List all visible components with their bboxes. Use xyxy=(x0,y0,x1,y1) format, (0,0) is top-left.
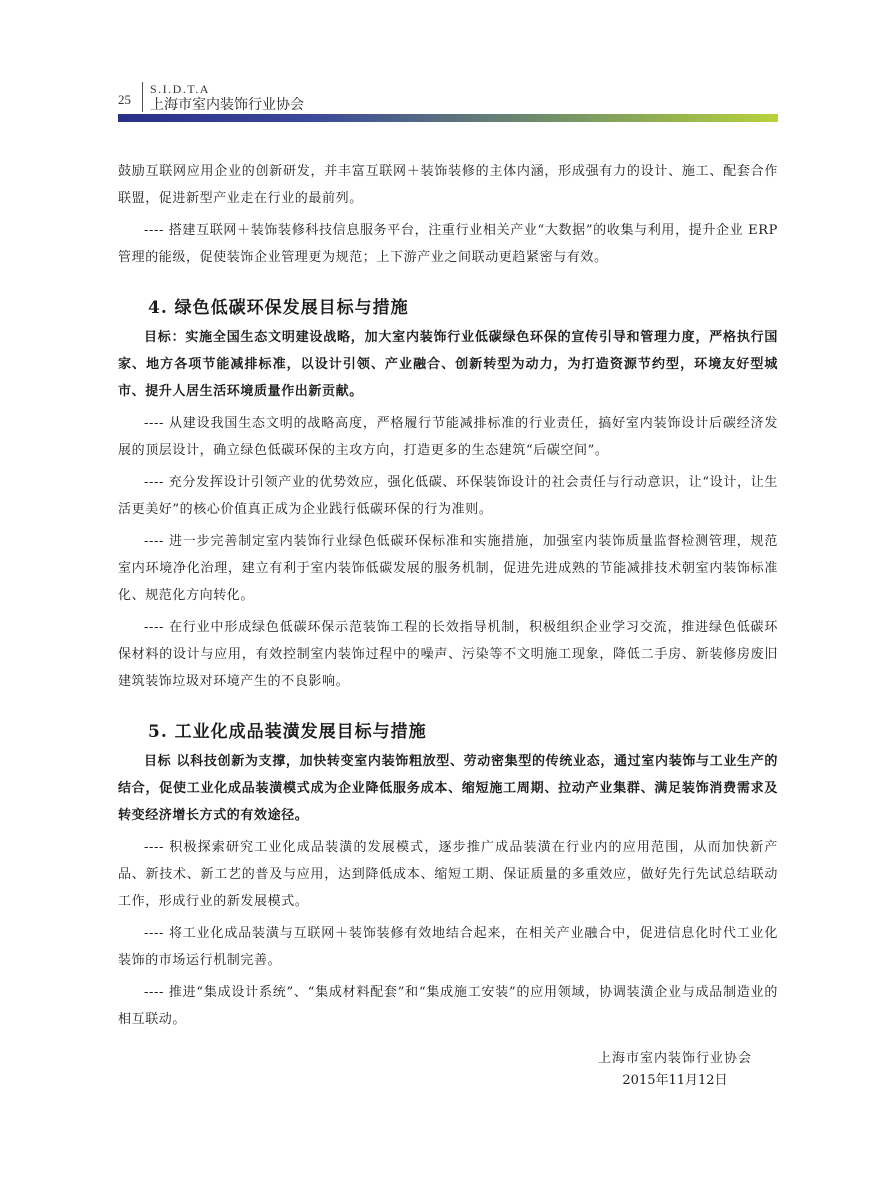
section-4-item: ---- 进一步完善制定室内装饰行业绿色低碳环保标准和实施措施，加强室内装饰质量监督检测管理，规范室内环境净化治理，建立有利于室内装饰低碳发展的服务机制，促进先进成熟的节能减排技术朝室内装饰标准化、规范化方向转化。 xyxy=(118,534,778,603)
section-4-item: ---- 从建设我国生态文明的战略高度，严格履行节能减排标准的行业责任，搞好室内装饰设计后碳经济发展的顶层设计，确立绿色低碳环保的主攻方向，打造更多的生态建筑“后碳空间”。 xyxy=(118,416,778,458)
brand-en: S.I.D.T.A xyxy=(150,82,210,96)
page-number: 25 xyxy=(118,92,131,107)
header-divider xyxy=(142,82,143,112)
section-5-title: 5. 工业化成品装潢发展目标与措施 xyxy=(148,722,427,742)
brand-block xyxy=(150,82,304,114)
section-5-item: ---- 积极探索研究工业化成品装潢的发展模式，逐步推广成品装潢在行业内的应用范围，从而加快新产品、新技术、新工艺的普及与应用，达到降低成本、缩短工期、保证质量的多重效应，做好先行先试总结联动工作，形成行业的新发展模式。 xyxy=(118,840,778,909)
header-gradient-bar xyxy=(118,114,778,122)
section-5-item: ---- 推进“集成设计系统”、“集成材料配套”和“集成施工安装”的应用领域，协调装潢企业与成品制造业的相互联动。 xyxy=(118,985,778,1027)
page-header xyxy=(118,82,778,128)
signature-date: 2015年11月12日 xyxy=(622,1073,728,1088)
signature-org: 上海市室内装饰行业协会 xyxy=(597,1051,752,1066)
section-4-goal: 目标：实施全国生态文明建设战略，加大室内装饰行业低碳绿色环保的宣传引导和管理力度，严格执行国家、地方各项节能减排标准，以设计引领、产业融合、创新转型为动力，为打造资源节约型，环境友好型城市、提升人居生活环境质量作出新贡献。 xyxy=(118,330,778,399)
intro-paragraph-1: 鼓励互联网应用企业的创新研发，并丰富互联网＋装饰装修的主体内涵，形成强有力的设计、施工、配套合作联盟，促进新型产业走在行业的最前列。 xyxy=(118,164,778,206)
main-content xyxy=(118,158,778,1038)
section-5-item: ---- 将工业化成品装潢与互联网＋装饰装修有效地结合起来，在相关产业融合中，促进信息化时代工业化装饰的市场运行机制完善。 xyxy=(118,926,778,968)
brand-cn: 上海市室内装饰行业协会 xyxy=(150,97,304,113)
intro-paragraph-2: ---- 搭建互联网＋装饰装修科技信息服务平台，注重行业相关产业“大数据”的收集与利用，提升企业 ERP 管理的能级，促使装饰企业管理更为规范；上下游产业之间联动更趋紧密与有效。 xyxy=(118,223,778,265)
section-4-item: ---- 在行业中形成绿色低碳环保示范装饰工程的长效指导机制，积极组织企业学习交流，推进绿色低碳环保材料的设计与应用，有效控制室内装饰过程中的噪声、污染等不文明施工现象，降低二手房、新装修房废旧建筑装饰垃圾对环境产生的不良影响。 xyxy=(118,620,778,689)
signature-block xyxy=(560,1048,790,1092)
section-4-title: 4. 绿色低碳环保发展目标与措施 xyxy=(148,298,409,318)
section-5-goal: 目标 以科技创新为支撑，加快转变室内装饰粗放型、劳动密集型的传统业态，通过室内装饰与工业生产的结合，促使工业化成品装潢模式成为企业降低服务成本、缩短施工周期、拉动产业集群、满足装饰消费需求及转变经济增长方式的有效途径。 xyxy=(118,754,778,823)
section-4-item: ---- 充分发挥设计引领产业的优势效应，强化低碳、环保装饰设计的社会责任与行动意识，让“设计，让生活更美好”的核心价值真正成为企业践行低碳环保的行为准则。 xyxy=(118,475,778,517)
